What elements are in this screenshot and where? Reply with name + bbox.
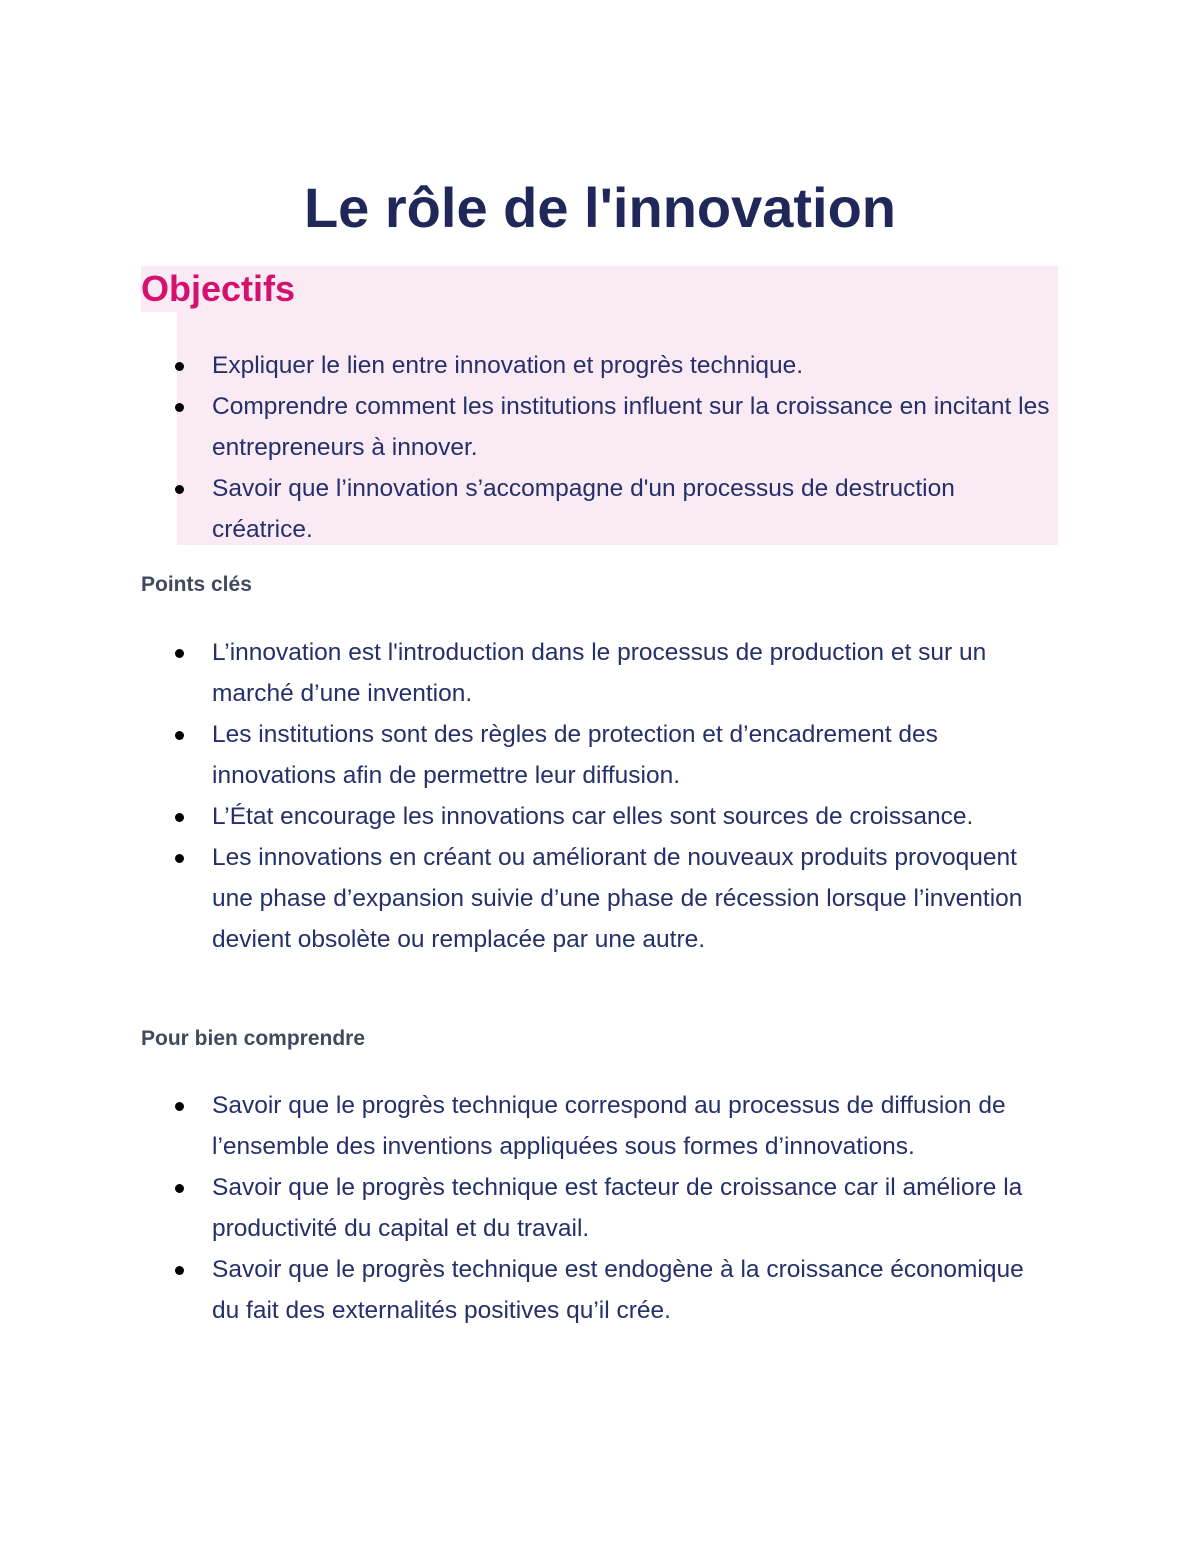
bullet-icon [175,1102,184,1111]
key-points-heading: Points clés [141,573,252,596]
list-item [0,714,1057,796]
bullet-icon [175,485,184,494]
bullet-icon [175,1184,184,1193]
list-item-text: Savoir que le progrès technique correspond au processus de diffusion de l’ensemble des inventions appliquées sous formes d’innovations. [212,1092,1006,1160]
list-item-text: L’innovation est l'introduction dans le processus de production et sur un marché d’une invention. [212,639,987,707]
list-item [0,468,1057,550]
list-item-text: Comprendre comment les institutions influent sur la croissance en incitant les entrepreneurs à innover. [212,393,1050,461]
bullet-icon [175,649,184,658]
bullet-icon [175,403,184,412]
list-item-text: Savoir que le progrès technique est facteur de croissance car il améliore la productivité du capital et du travail. [212,1174,1023,1242]
list-item [0,1085,1057,1167]
list-item-text: Savoir que le progrès technique est endogène à la croissance économique du fait des externalités positives qu’il crée. [212,1256,1024,1324]
understanding-list [0,1085,1057,1331]
objectives-heading: Objectifs [141,268,296,309]
key-points-list [0,632,1057,960]
list-item-text: Les institutions sont des règles de protection et d’encadrement des innovations afin de permettre leur diffusion. [212,721,938,789]
list-item-text: Les innovations en créant ou améliorant de nouveaux produits provoquent une phase d’expansion suivie d’une phase de récession lorsque l’invention devient obsolète ou remplacée par une autre. [212,844,1023,953]
bullet-icon [175,854,184,863]
bullet-icon [175,813,184,822]
list-item [0,1167,1057,1249]
list-item [0,837,1057,960]
bullet-icon [175,1266,184,1275]
list-item [0,632,1057,714]
list-item [0,1249,1057,1331]
bullet-icon [175,731,184,740]
list-item [0,796,1057,837]
list-item-text: Savoir que l’innovation s’accompagne d'un processus de destruction créatrice. [212,475,955,543]
list-item-text: Expliquer le lien entre innovation et progrès technique. [212,352,804,379]
understanding-heading: Pour bien comprendre [141,1027,366,1050]
bullet-icon [175,362,184,371]
list-item [0,345,1057,386]
list-item [0,386,1057,468]
list-item-text: L’État encourage les innovations car elles sont sources de croissance. [212,803,974,830]
objectives-list [0,345,1057,550]
page-title: Le rôle de l'innovation [303,176,897,239]
